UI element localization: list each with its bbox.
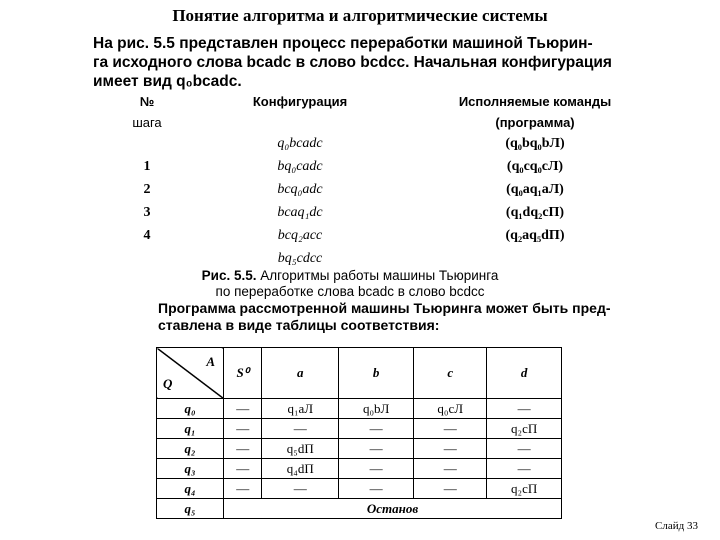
table-cell: — — [339, 459, 414, 479]
caption-prefix: Рис. 5.5. — [201, 268, 257, 283]
command: (q₁dq₂cП) — [505, 205, 565, 220]
config-row — [100, 205, 620, 228]
config-row — [100, 182, 620, 205]
table-cell: — — [414, 459, 487, 479]
config-row — [100, 159, 620, 182]
table-cell: q₅dП — [262, 439, 339, 459]
caption-line: Алгоритмы работы машины Тьюринга — [260, 268, 499, 283]
intro-line: имеет вид q₀bcadc. — [93, 73, 242, 90]
turing-transition-table — [156, 347, 562, 519]
table-cell: — — [339, 419, 414, 439]
table-row — [157, 479, 562, 499]
step-number: 4 — [143, 228, 151, 243]
intro-line: На рис. 5.5 представлен процесс переработки машиной Тьюрин- — [93, 35, 593, 52]
state-cell: q₄ — [157, 479, 224, 499]
table-cell: — — [487, 439, 562, 459]
table-cell: — — [262, 479, 339, 499]
column-header: S⁰ — [224, 348, 262, 399]
table-cell: q₂cП — [487, 419, 562, 439]
table-cell: — — [339, 479, 414, 499]
config-header-row — [100, 94, 620, 115]
state-cell: q₂ — [157, 439, 224, 459]
config-row — [100, 136, 620, 159]
commands-header-2: (программа) — [495, 115, 575, 130]
table-cell: q₄dП — [262, 459, 339, 479]
paragraph-line: ставлена в виде таблицы соответствия: — [158, 317, 440, 333]
figure-caption — [190, 268, 510, 300]
column-header: d — [487, 348, 562, 399]
configuration: bcq₀adc — [277, 182, 323, 197]
state-cell: q₁ — [157, 419, 224, 439]
table-cell: — — [224, 439, 262, 459]
step-header-2: шага — [132, 115, 162, 130]
paragraph-line: Программа рассмотренной машины Тьюринга может быть пред- — [158, 300, 611, 316]
halt-cell: Останов — [224, 499, 562, 519]
config-header-row-2 — [100, 115, 620, 136]
table-cell: — — [224, 399, 262, 419]
table-cell: — — [262, 419, 339, 439]
configuration: bcq₂acc — [277, 228, 323, 243]
configuration: bq₅cdcc — [277, 251, 323, 266]
alphabet-label: A — [206, 354, 215, 369]
table-cell: — — [487, 459, 562, 479]
slide-title: Понятие алгоритма и алгоритмические системы — [172, 6, 548, 25]
configuration: q₀bcadc — [277, 136, 323, 151]
table-cell: q₀bЛ — [339, 399, 414, 419]
table-cell: — — [414, 419, 487, 439]
command: (q₀bq₀bЛ) — [505, 136, 565, 151]
corner-cell — [157, 348, 224, 399]
configuration: bcaq₁dc — [277, 205, 323, 220]
table-cell: q₀cЛ — [414, 399, 487, 419]
config-header: Конфигурация — [252, 94, 348, 109]
column-header: c — [414, 348, 487, 399]
state-cell: q₅ — [157, 499, 224, 519]
table-row — [157, 399, 562, 419]
states-label: Q — [163, 376, 173, 391]
command: (q₂aq₅dП) — [505, 228, 565, 243]
table-header-row — [157, 348, 562, 399]
configuration: bq₀cadc — [277, 159, 323, 174]
step-number: 1 — [143, 159, 151, 174]
slide-number: Слайд 33 — [655, 520, 698, 532]
config-row — [100, 228, 620, 251]
command: (q₀aq₁aЛ) — [506, 182, 564, 197]
command: (q₀cq₀cЛ) — [506, 159, 564, 174]
table-cell: — — [224, 459, 262, 479]
table-row — [157, 459, 562, 479]
table-cell: — — [414, 439, 487, 459]
second-paragraph — [158, 300, 611, 334]
table-cell: — — [414, 479, 487, 499]
step-number: 3 — [143, 205, 151, 220]
column-header: a — [262, 348, 339, 399]
configuration-table — [100, 94, 620, 274]
table-row — [157, 439, 562, 459]
state-cell: q₃ — [157, 459, 224, 479]
table-cell: — — [487, 399, 562, 419]
step-number: 2 — [143, 182, 151, 197]
table-cell: — — [339, 439, 414, 459]
table-cell: q₂cП — [487, 479, 562, 499]
commands-header: Исполняемые команды — [458, 94, 612, 109]
intro-line: га исходного слова bcadc в слово bcdcc. Начальная конфигурация — [93, 54, 612, 71]
table-cell: q₁aЛ — [262, 399, 339, 419]
intro-paragraph — [93, 34, 653, 91]
table-cell: — — [224, 419, 262, 439]
column-header: b — [339, 348, 414, 399]
state-cell: q₀ — [157, 399, 224, 419]
step-header: № — [139, 94, 155, 109]
table-row — [157, 419, 562, 439]
table-cell: — — [224, 479, 262, 499]
caption-line-2: по переработке слова bcadc в слово bcdcc — [215, 284, 485, 299]
table-row-halt — [157, 499, 562, 519]
